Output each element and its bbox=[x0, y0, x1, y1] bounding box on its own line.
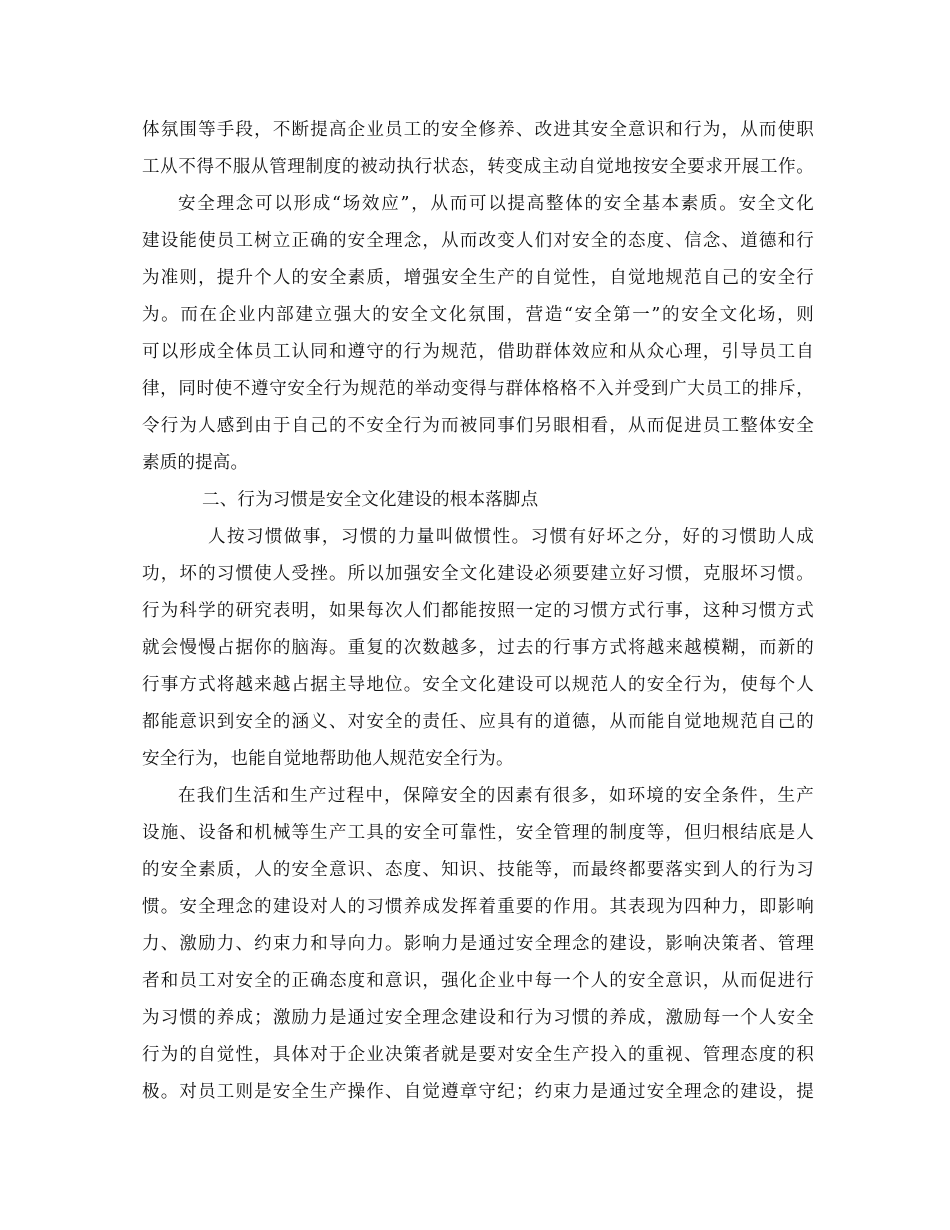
text-line: 可以形成全体员工认同和遵守的行为规范，借助群体效应和从众心理，引导员工自 bbox=[142, 342, 814, 362]
text-line: 为。而在企业内部建立强大的安全文化氛围，营造“安全第一”的安全文化场，则 bbox=[142, 305, 814, 325]
text-line: 功，坏的习惯使人受挫。所以加强安全文化建设必须要建立好习惯，克服坏习惯。 bbox=[142, 564, 814, 584]
text-line: 的安全素质，人的安全意识、态度、知识、技能等，而最终都要落实到人的行为习 bbox=[142, 860, 814, 880]
text-line: 令行为人感到由于自己的不安全行为而被同事们另眼相看，从而促进员工整体安全 bbox=[142, 416, 814, 436]
text-line: 为准则，提升个人的安全素质，增强安全生产的自觉性，自觉地规范自己的安全行 bbox=[142, 268, 814, 288]
text-line: 行事方式将越来越占据主导地位。安全文化建设可以规范人的安全行为，使每个人 bbox=[142, 675, 814, 695]
text-line: 力、激励力、约束力和导向力。影响力是通过安全理念的建设，影响决策者、管理 bbox=[142, 934, 814, 954]
text-line: 就会慢慢占据你的脑海。重复的次数越多，过去的行事方式将越来越模糊，而新的 bbox=[142, 638, 814, 658]
text-line: 都能意识到安全的涵义、对安全的责任、应具有的道德，从而能自觉地规范自己的 bbox=[142, 712, 814, 732]
paragraph-start-line: 在我们生活和生产过程中，保障安全的因素有很多，如环境的安全条件，生产 bbox=[178, 786, 814, 806]
text-line: 工从不得不服从管理制度的被动执行状态，转变成主动自觉地按安全要求开展工作。 bbox=[142, 157, 814, 177]
text-line: 极。对员工则是安全生产操作、自觉遵章守纪；约束力是通过安全理念的建设，提 bbox=[142, 1082, 814, 1102]
section-heading: 二、行为习惯是安全文化建设的根本落脚点 bbox=[202, 490, 539, 510]
text-line: 行为的自觉性，具体对于企业决策者就是要对安全生产投入的重视、管理态度的积 bbox=[142, 1045, 814, 1065]
text-line: 建设能使员工树立正确的安全理念，从而改变人们对安全的态度、信念、道德和行 bbox=[142, 231, 814, 251]
paragraph-start-line: 安全理念可以形成“场效应”，从而可以提高整体的安全基本素质。安全文化 bbox=[178, 194, 814, 214]
paragraph-start-line: 人按习惯做事，习惯的力量叫做惯性。习惯有好坏之分，好的习惯助人成 bbox=[208, 527, 814, 547]
text-line: 为习惯的养成；激励力是通过安全理念建设和行为习惯的养成，激励每一个人安全 bbox=[142, 1008, 814, 1028]
text-line: 行为科学的研究表明，如果每次人们都能按照一定的习惯方式行事，这种习惯方式 bbox=[142, 601, 814, 621]
paragraph-end-line: 安全行为，也能自觉地帮助他人规范安全行为。 bbox=[142, 749, 514, 769]
paragraph-end-line: 素质的提高。 bbox=[142, 453, 249, 473]
text-line: 者和员工对安全的正确态度和意识，强化企业中每一个人的安全意识，从而促进行 bbox=[142, 971, 814, 991]
text-line: 体氛围等手段，不断提高企业员工的安全修养、改进其安全意识和行为，从而使职 bbox=[142, 120, 814, 140]
text-line: 设施、设备和机械等生产工具的安全可靠性，安全管理的制度等，但归根结底是人 bbox=[142, 823, 814, 843]
text-line: 惯。安全理念的建设对人的习惯养成发挥着重要的作用。其表现为四种力，即影响 bbox=[142, 897, 814, 917]
text-line: 律，同时使不遵守安全行为规范的举动变得与群体格格不入并受到广大员工的排斥， bbox=[142, 379, 814, 399]
document-body bbox=[142, 112, 814, 1111]
